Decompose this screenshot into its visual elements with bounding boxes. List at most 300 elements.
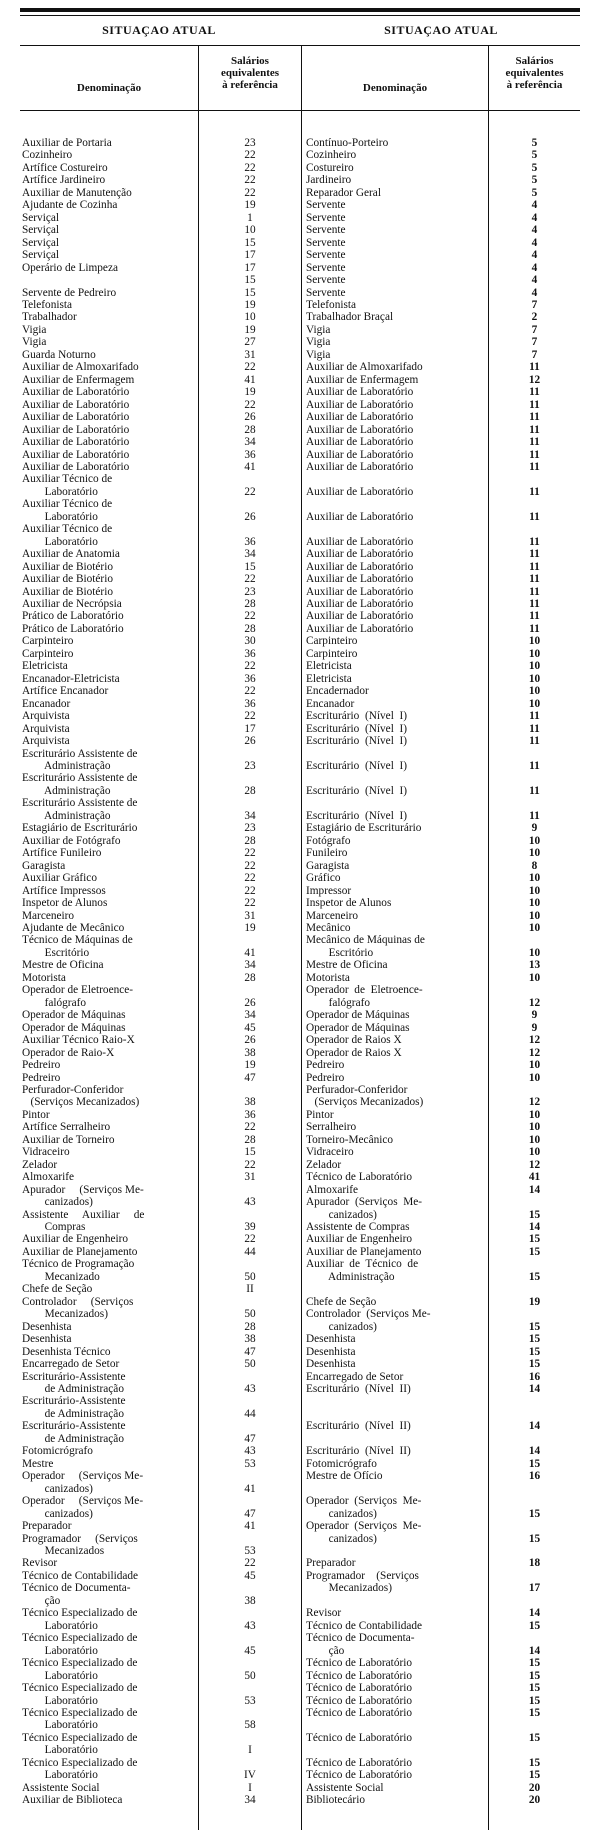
salario-cell: 41	[244, 946, 256, 959]
denominacao-cell: Auxiliar de Almoxarifado	[22, 361, 139, 374]
table-row	[22, 1196, 301, 1208]
table-row	[22, 1483, 301, 1495]
table-row	[22, 685, 301, 697]
table-row	[22, 897, 301, 909]
salario-cell: 19	[244, 199, 256, 212]
salario-cell: 9	[531, 822, 538, 835]
table-row	[22, 1769, 301, 1781]
denominacao-cell: Desenhista	[306, 1333, 356, 1346]
denominacao-cell: Laboratório	[22, 1644, 98, 1657]
table-row	[306, 860, 580, 872]
salario-cell: 15	[528, 1532, 541, 1545]
table-row	[306, 1321, 580, 1333]
salario-cell: 15	[244, 236, 256, 249]
table-row	[306, 785, 580, 797]
denominacao-cell: Ajudante de Mecânico	[22, 921, 125, 934]
table-row	[306, 1221, 580, 1233]
salario-cell: 43	[244, 1196, 256, 1209]
denominacao-cell: de Administração	[22, 1383, 124, 1395]
denominacao-cell: Administração	[22, 784, 111, 797]
denominacao-cell: Auxiliar de Enfermagem	[22, 373, 135, 386]
salario-cell: 15	[528, 1457, 541, 1470]
table-row	[22, 1121, 301, 1133]
col-salarios-line: equivalentes	[505, 67, 564, 79]
table-row	[306, 287, 580, 299]
salario-cell: 10	[244, 224, 256, 237]
table-row	[306, 586, 580, 598]
denominacao-cell: Auxiliar de Necrópsia	[22, 598, 122, 611]
table-row	[22, 1371, 301, 1383]
denominacao-cell: Escriturário Assistente de	[22, 797, 138, 810]
table-row	[306, 635, 580, 647]
table-row	[22, 1321, 301, 1333]
table-row	[22, 1184, 301, 1196]
table-row	[306, 623, 580, 635]
salario-cell: 23	[244, 822, 256, 835]
salario-cell: 28	[244, 423, 256, 436]
table-row	[22, 1233, 301, 1245]
table-row	[22, 1258, 301, 1270]
denominacao-cell: Marceneiro	[22, 909, 75, 922]
denominacao-cell: de Administração	[22, 1432, 124, 1445]
center-divider	[301, 45, 302, 1830]
salario-cell: 15	[528, 1208, 541, 1221]
salario-cell: 11	[529, 598, 540, 611]
denominacao-cell: Telefonista	[22, 298, 73, 311]
denominacao-cell: Serralheiro	[306, 1121, 357, 1134]
denominacao-cell: Operador (Serviços Me-	[22, 1470, 144, 1483]
denominacao-cell: Encanador-Eletricista	[22, 672, 120, 685]
denominacao-cell: Auxiliar de Laboratório	[22, 411, 130, 424]
denominacao-cell: Auxiliar de Planejamento	[306, 1245, 422, 1258]
salario-cell: 23	[244, 585, 256, 598]
table-row	[22, 1034, 301, 1046]
salario-cell: 11	[529, 460, 540, 473]
table-row	[306, 511, 580, 523]
salario-cell: 28	[244, 971, 256, 984]
denominacao-cell: Contínuo-Porteiro	[306, 137, 389, 149]
denominacao-cell: falógrafo	[22, 996, 86, 1009]
salario-cell: 15	[528, 1245, 541, 1258]
salario-cell: 15	[528, 1756, 541, 1769]
table-row	[22, 324, 301, 336]
denominacao-cell: Auxiliar de Planejamento	[22, 1245, 138, 1258]
denominacao-cell: Vigia	[306, 336, 331, 349]
table-row	[22, 922, 301, 934]
salario-cell: 26	[244, 1034, 256, 1047]
denominacao-cell: Pedreiro	[22, 1071, 61, 1084]
table-row	[22, 1296, 301, 1308]
denominacao-cell: Mestre de Oficina	[22, 959, 104, 972]
salario-cell: 1	[247, 211, 253, 224]
salario-cell: 10	[528, 884, 541, 897]
denominacao-cell: (Serviços Mecanizados)	[306, 1096, 424, 1109]
denominacao-cell: Pedreiro	[306, 1059, 345, 1072]
table-row	[306, 1184, 580, 1196]
section-header-row	[20, 23, 580, 41]
salario-cell: 15	[528, 1320, 541, 1333]
salario-cell: 10	[528, 1108, 541, 1121]
table-row	[306, 910, 580, 922]
table-row	[306, 1595, 580, 1607]
denominacao-cell: Servente	[306, 274, 346, 287]
denominacao-cell: Servente de Pedreiro	[22, 286, 117, 299]
salario-cell: 53	[244, 1457, 256, 1470]
table-row	[22, 1757, 301, 1769]
table-row	[306, 411, 580, 423]
table-row	[306, 1258, 580, 1270]
denominacao-cell: Auxiliar de Manutenção	[22, 186, 132, 199]
salario-cell: 31	[244, 348, 256, 361]
table-row	[306, 735, 580, 747]
table-row	[22, 997, 301, 1009]
salario-cell: 41	[244, 1520, 256, 1533]
column-header-rule	[20, 110, 580, 111]
table-row	[22, 1283, 301, 1295]
table-row	[306, 1171, 580, 1183]
table-row	[306, 1757, 580, 1769]
denominacao-cell: Técnico Especializado de	[22, 1682, 138, 1695]
denominacao-cell: Auxiliar de Laboratório	[306, 485, 414, 498]
table-row	[306, 822, 580, 834]
table-row	[22, 573, 301, 585]
salario-cell: 34	[244, 548, 256, 561]
denominacao-cell: Telefonista	[306, 298, 357, 311]
salario-cell: 11	[529, 710, 540, 723]
salario-cell: 15	[528, 1706, 541, 1719]
denominacao-cell: Preparador	[306, 1557, 356, 1570]
table-row	[22, 1794, 301, 1806]
salario-cell: 14	[528, 1644, 541, 1657]
table-row	[22, 311, 301, 323]
table-row	[22, 149, 301, 161]
denominacao-cell: Prático de Laboratório	[22, 610, 124, 623]
denominacao-cell: Operador de Raio-X	[22, 1046, 115, 1059]
salario-cell: II	[246, 1283, 254, 1296]
table-row	[306, 1695, 580, 1707]
salario-cell: 19	[244, 1059, 256, 1072]
denominacao-cell: Zelador	[22, 1158, 58, 1171]
left-col-salarios	[199, 55, 301, 91]
salario-cell: 10	[528, 971, 541, 984]
denominacao-cell: Auxiliar Técnico de	[22, 523, 113, 536]
salario-cell: 23	[244, 760, 256, 772]
salario-cell: 15	[528, 1619, 541, 1632]
left-col-denominacao: Denominação	[76, 82, 142, 94]
denominacao-cell: Motorista	[22, 971, 66, 984]
table-row	[306, 523, 580, 535]
table-row	[22, 1582, 301, 1594]
salario-cell: 26	[244, 735, 256, 748]
salario-cell: 36	[244, 697, 256, 710]
denominacao-cell: Gráfico	[306, 872, 341, 885]
denominacao-cell: Escriturário Assistente de	[22, 747, 138, 760]
table-row	[306, 1096, 580, 1108]
salario-cell: 12	[528, 1046, 541, 1059]
denominacao-cell: Técnico de Laboratório	[306, 1694, 413, 1707]
denominacao-cell: Mecanizado	[22, 1270, 100, 1283]
table-row	[306, 1209, 580, 1221]
denominacao-cell: Vigia	[306, 348, 331, 361]
table-row	[22, 212, 301, 224]
denominacao-cell: Técnico de Laboratório	[306, 1682, 413, 1695]
denominacao-cell: Auxiliar de Laboratório	[306, 622, 414, 635]
denominacao-cell: Auxiliar de Engenheiro	[306, 1233, 413, 1246]
denominacao-cell: Encadernador	[306, 685, 369, 698]
salario-cell: 17	[244, 261, 256, 274]
salario-cell: 15	[528, 1233, 541, 1246]
salario-cell: 26	[244, 411, 256, 424]
denominacao-cell: Controlador (Serviços	[22, 1295, 134, 1308]
table-row	[22, 336, 301, 348]
table-row	[22, 1059, 301, 1071]
salario-cell: 10	[528, 685, 541, 698]
table-row	[22, 822, 301, 834]
col-salarios-line: à referência	[506, 79, 563, 91]
salario-cell: 5	[531, 161, 538, 174]
denominacao-cell: de Administração	[22, 1407, 124, 1420]
denominacao-cell: Técnico de Máquinas de	[22, 934, 133, 947]
denominacao-cell: Perfurador-Conferidor	[306, 1083, 408, 1096]
salario-cell: 22	[244, 149, 256, 162]
denominacao-cell: Fotógrafo	[306, 834, 351, 847]
table-row	[306, 885, 580, 897]
denominacao-cell: Desenhista Técnico	[22, 1345, 111, 1358]
table-row	[306, 174, 580, 186]
salario-cell: 15	[528, 1731, 541, 1744]
denominacao-cell: Auxiliar de Laboratório	[306, 585, 414, 598]
table-row	[22, 1433, 301, 1445]
denominacao-cell: Auxiliar de Laboratório	[22, 460, 130, 473]
denominacao-cell: Técnico de Laboratório	[306, 1171, 413, 1184]
table-row	[22, 473, 301, 485]
table-row	[306, 1346, 580, 1358]
table-row	[22, 1358, 301, 1370]
denominacao-cell: Encanador	[22, 697, 71, 710]
denominacao-cell: Almoxarife	[22, 1171, 75, 1184]
denominacao-cell: Operário de Limpeza	[22, 261, 118, 274]
salario-cell: 26	[244, 510, 256, 523]
denominacao-cell: Desenhista	[306, 1345, 356, 1358]
salario-cell: 22	[244, 174, 256, 187]
denominacao-cell: Artífice Encanador	[22, 685, 109, 698]
salario-cell: 19	[528, 1295, 541, 1308]
table-row	[22, 511, 301, 523]
table-row	[22, 1209, 301, 1221]
denominacao-cell: Escriturário-Assistente	[22, 1395, 126, 1408]
table-row	[22, 1695, 301, 1707]
salario-cell: 22	[244, 1121, 256, 1134]
table-row	[22, 872, 301, 884]
salario-cell: 22	[244, 847, 256, 860]
table-row	[22, 1470, 301, 1482]
salario-cell: 4	[531, 286, 538, 299]
table-row	[22, 1732, 301, 1744]
denominacao-cell: Auxiliar de Laboratório	[22, 448, 130, 461]
denominacao-cell: Eletricista	[306, 672, 352, 685]
table-row	[306, 1433, 580, 1445]
denominacao-cell: canizados)	[22, 1196, 93, 1209]
table-row	[306, 1508, 580, 1520]
salario-cell: 11	[529, 535, 540, 548]
header-rule	[20, 45, 580, 46]
salario-cell: 19	[244, 386, 256, 399]
table-row	[22, 772, 301, 784]
salario-cell: 10	[528, 834, 541, 847]
denominacao-cell: Auxiliar de Biotério	[22, 560, 113, 573]
table-row	[306, 748, 580, 760]
salario-cell: 22	[244, 1158, 256, 1171]
salario-cell: 4	[531, 224, 538, 237]
salario-cell: 5	[531, 137, 538, 149]
salario-cell: 10	[528, 946, 541, 959]
table-row	[306, 137, 580, 149]
salario-cell: 9	[531, 1021, 538, 1034]
denominacao-cell: Servente	[306, 224, 346, 237]
table-row	[306, 449, 580, 461]
salario-cell: 28	[244, 834, 256, 847]
left-section-title: SITUAÇAO ATUAL	[102, 23, 216, 37]
salario-cell: 11	[529, 386, 540, 399]
table-row	[22, 424, 301, 436]
table-row	[306, 336, 580, 348]
salario-cell: 11	[529, 548, 540, 561]
table-row	[306, 1072, 580, 1084]
denominacao-cell: Mecanizados)	[22, 1308, 108, 1321]
denominacao-cell: Mecânico de Máquinas de	[306, 934, 425, 947]
salario-cell: 22	[244, 361, 256, 374]
table-row	[22, 1682, 301, 1694]
table-row	[306, 249, 580, 261]
denominacao-cell: Reparador Geral	[306, 186, 381, 199]
table-row	[22, 411, 301, 423]
denominacao-cell: Encanador	[306, 697, 355, 710]
table-row	[22, 1645, 301, 1657]
table-row	[22, 1009, 301, 1021]
salario-cell: 7	[531, 348, 538, 361]
table-row	[22, 1408, 301, 1420]
denominacao-cell: Escriturário (Nível II)	[306, 1383, 411, 1395]
denominacao-cell: Escritório	[22, 946, 90, 959]
table-row	[22, 660, 301, 672]
denominacao-cell: Mecanizados	[22, 1544, 105, 1557]
table-row	[306, 947, 580, 959]
salario-cell: 11	[529, 448, 540, 461]
salario-cell: 10	[528, 1071, 541, 1084]
salario-cell: 34	[244, 1794, 256, 1807]
table-row	[306, 1134, 580, 1146]
denominacao-cell: Compras	[22, 1221, 86, 1234]
denominacao-cell: Serviçal	[22, 236, 60, 249]
top-rule-thin	[20, 15, 580, 16]
table-row	[306, 810, 580, 822]
denominacao-cell: Mecânico	[306, 921, 351, 934]
table-row	[306, 561, 580, 573]
table-row	[22, 1595, 301, 1607]
salario-cell: 15	[528, 1345, 541, 1358]
table-row	[306, 835, 580, 847]
denominacao-cell: Operador de Raios X	[306, 1034, 402, 1047]
denominacao-cell: Garagista	[22, 859, 66, 872]
table-row	[306, 1358, 580, 1370]
salario-cell: 10	[528, 847, 541, 860]
table-row	[22, 1171, 301, 1183]
denominacao-cell: Artífice Serralheiro	[22, 1121, 111, 1134]
salario-cell: 22	[244, 884, 256, 897]
denominacao-cell: Arquivista	[22, 710, 70, 723]
denominacao-cell: Revisor	[306, 1607, 342, 1620]
denominacao-cell: Laboratório	[22, 1694, 98, 1707]
salario-cell: 47	[244, 1345, 256, 1358]
salario-cell: 17	[244, 249, 256, 262]
table-row	[306, 1483, 580, 1495]
table-row	[22, 399, 301, 411]
salario-cell: 11	[529, 722, 540, 735]
table-row	[22, 947, 301, 959]
table-row	[306, 685, 580, 697]
salario-cell: 15	[528, 1682, 541, 1695]
salario-cell: 34	[244, 1009, 256, 1022]
denominacao-cell: Vidraceiro	[22, 1146, 70, 1159]
salario-cell: 28	[244, 622, 256, 635]
salario-cell: 4	[531, 236, 538, 249]
denominacao-cell: Revisor	[22, 1557, 58, 1570]
denominacao-cell: Almoxarife	[306, 1183, 359, 1196]
salario-cell: 11	[529, 585, 540, 598]
salario-cell: 14	[528, 1420, 541, 1433]
table-row	[22, 972, 301, 984]
denominacao-cell: Artífice Costureiro	[22, 161, 108, 174]
denominacao-cell: Escriturário-Assistente	[22, 1420, 126, 1433]
denominacao-cell: Artífice Impressos	[22, 884, 106, 897]
salario-cell: 31	[244, 1171, 256, 1184]
denominacao-cell: Operador de Eletroence-	[306, 984, 423, 997]
table-row	[306, 1458, 580, 1470]
salario-cell: 22	[244, 161, 256, 174]
denominacao-cell: Técnico Especializado de	[22, 1706, 138, 1719]
denominacao-cell: Impressor	[306, 884, 352, 897]
table-row	[306, 797, 580, 809]
salario-cell: 4	[531, 249, 538, 262]
table-row	[306, 1794, 580, 1806]
table-row	[22, 237, 301, 249]
salario-cell: 11	[529, 361, 540, 374]
table-row	[306, 274, 580, 286]
table-row	[22, 1159, 301, 1171]
denominacao-cell: Carpinteiro	[306, 635, 358, 648]
denominacao-cell: Preparador	[22, 1520, 72, 1533]
salario-cell: 15	[244, 560, 256, 573]
salario-cell: 34	[244, 809, 256, 822]
denominacao-cell: Escriturário (Nível II)	[306, 1420, 411, 1433]
table-row	[306, 224, 580, 236]
denominacao-cell: Operador de Eletroence-	[22, 984, 134, 997]
salario-cell: 15	[528, 1669, 541, 1682]
table-row	[22, 610, 301, 622]
salario-cell: 10	[528, 921, 541, 934]
denominacao-cell: Administração	[22, 760, 111, 772]
table-row	[22, 1445, 301, 1457]
salario-cell: 10	[244, 311, 256, 324]
table-row	[22, 910, 301, 922]
denominacao-cell: Auxiliar de Laboratório	[306, 436, 414, 449]
table-row	[22, 1607, 301, 1619]
table-row	[306, 1308, 580, 1320]
denominacao-cell: Escriturário (Nível I)	[306, 722, 408, 735]
salario-cell: 41	[244, 373, 256, 386]
salario-cell: 11	[529, 622, 540, 635]
right-col-denominacao: Denominação	[362, 82, 428, 94]
